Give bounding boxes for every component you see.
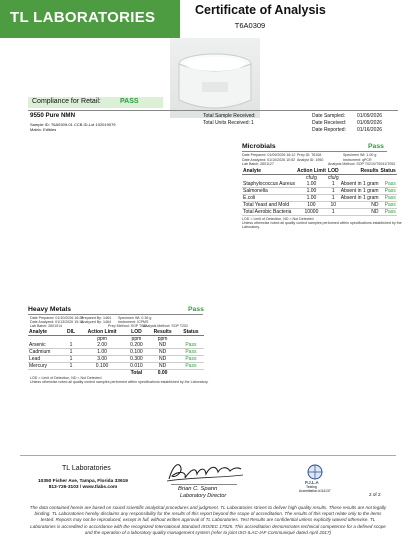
action-limit: 100 — [296, 202, 327, 209]
status: Pass — [178, 363, 204, 370]
date-reported-label: Date Reported: — [312, 127, 346, 133]
meta-analyst-id: Analyst ID: 1950 — [297, 157, 324, 162]
status: Pass — [178, 356, 204, 363]
director-signature — [163, 459, 245, 485]
table-row — [28, 363, 204, 370]
date-received-value: 01/09/2026 — [357, 120, 383, 126]
footer-divider — [20, 455, 396, 456]
meta-analysis-method: Analysis Method: SOP T0210/T0041/T052 — [328, 162, 396, 166]
col-analyte: Analyte — [28, 329, 63, 336]
heavy-metals-title: Heavy Metals — [28, 306, 72, 313]
total-value: 0.00 — [157, 370, 168, 376]
meta-specimen-wt: Specimen Wt: 1.00 g — [343, 153, 377, 157]
divider — [28, 314, 203, 315]
microbials-title: Microbials — [242, 143, 276, 150]
lod: 1 — [327, 209, 340, 216]
result: Absent in 1 gram — [340, 188, 379, 194]
meta-date-prepared: Date Prepared: 01/09/2026 16:12 — [242, 153, 296, 157]
microbials-table — [242, 168, 397, 216]
lod: 0.300 — [125, 356, 147, 363]
action-limit: 1.00 — [296, 181, 327, 188]
product-photo — [170, 38, 260, 118]
microbials-status: Pass — [368, 143, 384, 150]
status: Pass — [380, 181, 397, 188]
sample-name: 9550 Pure NMN — [30, 112, 76, 119]
result: ND — [340, 202, 380, 209]
dil: 1 — [63, 342, 78, 349]
page-number: 2 of 2 — [369, 492, 381, 497]
meta-date-analyzed: Date Analyzed: 01/13/2026 15:15 — [30, 320, 84, 324]
result: ND — [340, 209, 380, 216]
lab-name: TL LABORATORIES — [10, 9, 156, 26]
col-status: Status — [178, 329, 204, 336]
meta-prep-id: Prep ID: T6108 — [297, 153, 322, 157]
date-sampled-label: Date Sampled: — [312, 113, 346, 119]
total-units-label: Total Units Received: — [203, 120, 250, 126]
analyte: Mercury — [28, 363, 63, 370]
heavy-metals-status: Pass — [188, 306, 204, 313]
total-units-value: 1 — [251, 120, 254, 126]
lod: 1 — [327, 195, 340, 202]
status: Pass — [178, 349, 204, 356]
product-jar-image — [176, 48, 254, 113]
dil: 1 — [63, 356, 78, 363]
col-lod: LOD — [328, 168, 339, 174]
divider — [242, 151, 387, 152]
microbials-note: Unless otherwise noted all quality control samples performed within specifications established by the — [242, 221, 402, 225]
result: Absent in 1 gram — [340, 181, 379, 187]
disclaimer: The data contained herein are based on sound scientific analytical procedures and judgment. TL Laboratories strives to deliver high quality results. These results are not legally binding. TL Laboratories hereby disclaims any responsibility for the results of this report beyond the scope of accreditation. The results of this report relate only to the items tested. Reports may not be reproduced, except in full, without written approval of TL Laboratories. Test Results are confidential unless explicitly waived otherwise. TL Laboratories is accredited in accordance with the recognized International Standard ISO/IEC 17025. This accreditation demonstrates technical competence for a defined scope and the operation of a laboratory quality management system (refer to joint ISO-ILAC-IAF Communiqué dated April 2017) — [29, 505, 387, 535]
footer-lab-name: TL Laboratories — [62, 465, 111, 472]
pjla-name: P.J.L.A — [305, 480, 319, 485]
col-results: Results — [147, 329, 177, 336]
analyte: Salmonella — [242, 188, 296, 195]
table-row — [242, 209, 397, 216]
col-status: Status — [380, 168, 396, 174]
table-row — [28, 356, 204, 363]
meta-instrument: Instrument: ICPMS — [118, 320, 149, 324]
signature-line — [171, 484, 237, 485]
analyte: Lead — [28, 356, 63, 363]
heavy-metals-note: Unless otherwise noted all quality control samples performed within specifications established by the Laboratory. — [30, 380, 209, 384]
col-action-limit: Action Limit — [79, 329, 126, 336]
action-limit: 1.00 — [296, 195, 327, 202]
pjla-accreditation: Accreditation #114137 — [299, 489, 331, 493]
result: ND — [147, 349, 177, 356]
unit-limit: ppm — [97, 336, 107, 342]
action-limit: 1.00 — [296, 188, 327, 195]
microbials-note: LOD = Limit of Detection, ND = Not Detected — [242, 217, 314, 221]
col-lod: LOD — [125, 329, 147, 336]
result: Absent in 1 gram — [340, 195, 379, 201]
action-limit: 0.100 — [79, 363, 126, 370]
status: Pass — [380, 195, 397, 202]
table-row — [242, 195, 397, 202]
sample-id: Sample ID: T6A0309-01 CCB ID-Lot 102019079 — [30, 122, 116, 127]
pjla-logo-icon — [304, 464, 326, 480]
meta-prepared-by: Prepared By: 1464 — [81, 316, 111, 320]
analyte: E.coli — [242, 195, 296, 202]
action-limit: 3.00 — [79, 356, 126, 363]
compliance-status: PASS — [120, 98, 139, 105]
analyte: Cadmium — [28, 349, 63, 356]
unit-lod: cfu/g — [327, 175, 339, 181]
sample-matrix: Matrix: Edibles — [30, 127, 57, 132]
lod: 1 — [327, 188, 340, 195]
analyte: Total Yeast and Mold — [242, 202, 296, 209]
total-received-label: Total Sample Received: — [203, 113, 256, 119]
signer-name: Brian C. Spann — [178, 486, 218, 492]
meta-analyzed-by: Analyzed By: 1464 — [81, 320, 111, 324]
unit-limit: cfu/g — [306, 175, 317, 181]
divider — [28, 110, 398, 111]
lod: 0.100 — [125, 349, 147, 356]
action-limit: 10000 — [296, 209, 327, 216]
lod: 10 — [327, 202, 340, 209]
date-sampled-value: 01/09/2026 — [357, 113, 383, 119]
meta-instrument: Instrument: qPCR — [343, 157, 372, 162]
dil: 1 — [63, 349, 78, 356]
compliance-label: Compliance for Retail: — [32, 98, 101, 105]
meta-date-analyzed: Date Analyzed: 01/10/2026 10:52 — [242, 157, 296, 162]
microbials-note: Laboratory. — [242, 225, 260, 229]
meta-lab-batch: Lab Batch: 2601127 — [242, 162, 274, 166]
table-row — [28, 349, 204, 356]
meta-analysis-method: Analysis Method: SOP T202 — [143, 324, 189, 328]
footer-contact: 813-726-3103 / www.tlabs.com — [48, 485, 118, 490]
action-limit: 1.00 — [79, 349, 126, 356]
analyte: Arsenic — [28, 342, 63, 349]
result: ND — [147, 363, 177, 370]
meta-prep-method: Prep Method: SOP T052 — [108, 324, 148, 328]
coa-id: T6A0309 — [234, 21, 266, 30]
table-row — [242, 188, 397, 195]
result: ND — [147, 342, 177, 349]
analyte: Staphylococcus Aureus — [243, 181, 295, 187]
unit-lod: ppm — [131, 336, 142, 342]
heavy-metals-note: LOD = Limit of Detection, ND = Not Detected — [30, 376, 102, 380]
pjla-testing: Testing — [306, 485, 317, 489]
col-dil: DIL — [63, 329, 78, 336]
meta-lab-batch: Lab Batch: 2601014 — [30, 324, 63, 328]
analyte: Total Aerobic Bacteria — [242, 209, 296, 216]
total-label: Total — [130, 370, 143, 376]
heavy-metals-table — [28, 329, 204, 376]
unit-result: ppm — [157, 336, 168, 342]
action-limit: 2.00 — [79, 342, 126, 349]
col-action-limit: Action Limit — [296, 168, 326, 174]
date-received-label: Date Received: — [312, 120, 347, 126]
lod: 0.200 — [125, 342, 147, 349]
status: Pass — [380, 209, 397, 216]
col-results: Results — [340, 168, 380, 175]
status: Pass — [178, 342, 204, 349]
status: Pass — [380, 188, 397, 195]
lod: 0.010 — [125, 363, 147, 370]
footer-address: 10350 Fisher Ave, Tampa, Florida 33619 — [38, 479, 128, 484]
lod: 1 — [327, 181, 340, 188]
meta-date-prepared: Date Prepared: 01/10/2026 16:24 — [30, 316, 84, 320]
signer-title: Laboratory Director — [180, 493, 227, 499]
result: ND — [147, 356, 177, 363]
dil: 1 — [63, 363, 78, 370]
page-title: Certificate of Analysis — [195, 3, 326, 17]
status: Pass — [380, 202, 397, 209]
meta-specimen-wt: Specimen Wt: 0.36 g — [118, 316, 152, 320]
table-row — [242, 202, 397, 209]
date-reported-value: 01/16/2026 — [357, 127, 383, 133]
col-analyte: Analyte — [242, 168, 296, 175]
